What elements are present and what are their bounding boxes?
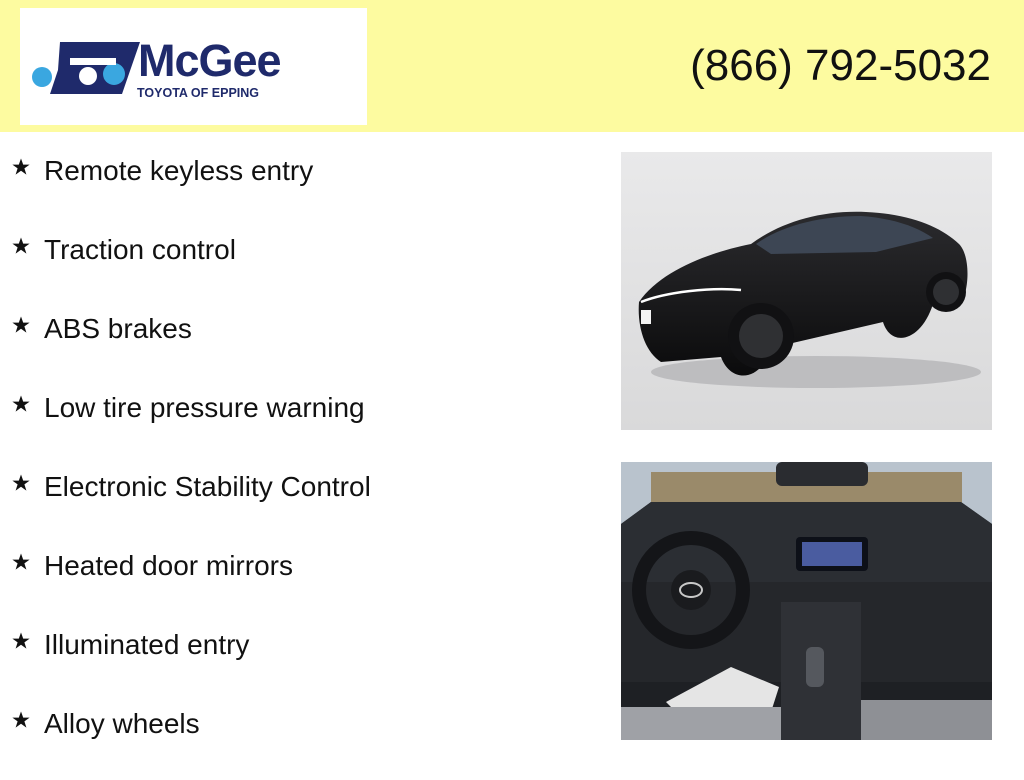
car-interior-photo	[621, 462, 992, 740]
logo-subtitle: TOYOTA OF EPPING	[137, 86, 260, 100]
logo-mark-icon	[30, 36, 145, 100]
star-icon	[11, 552, 31, 572]
feature-label: Electronic Stability Control	[44, 471, 371, 502]
star-icon	[11, 631, 31, 651]
phone-number[interactable]: (866) 792-5032	[690, 41, 991, 90]
feature-label: Heated door mirrors	[44, 550, 293, 581]
car-exterior-image	[621, 152, 992, 430]
star-icon	[11, 157, 31, 177]
car-exterior-photo	[621, 152, 992, 430]
feature-label: Low tire pressure warning	[44, 392, 365, 423]
feature-label: Remote keyless entry	[44, 155, 314, 186]
logo-name: McGee	[138, 35, 281, 86]
feature-label: Alloy wheels	[44, 708, 200, 739]
star-icon	[11, 394, 31, 414]
star-icon	[11, 473, 31, 493]
star-icon	[11, 315, 31, 335]
feature-label: Illuminated entry	[44, 629, 250, 660]
car-interior-image	[621, 462, 992, 740]
header-banner	[0, 0, 1024, 132]
dealer-logo[interactable]	[20, 8, 367, 125]
star-icon	[11, 710, 31, 730]
star-icon	[11, 236, 31, 256]
feature-label: ABS brakes	[44, 313, 192, 344]
feature-label: Traction control	[44, 234, 236, 265]
